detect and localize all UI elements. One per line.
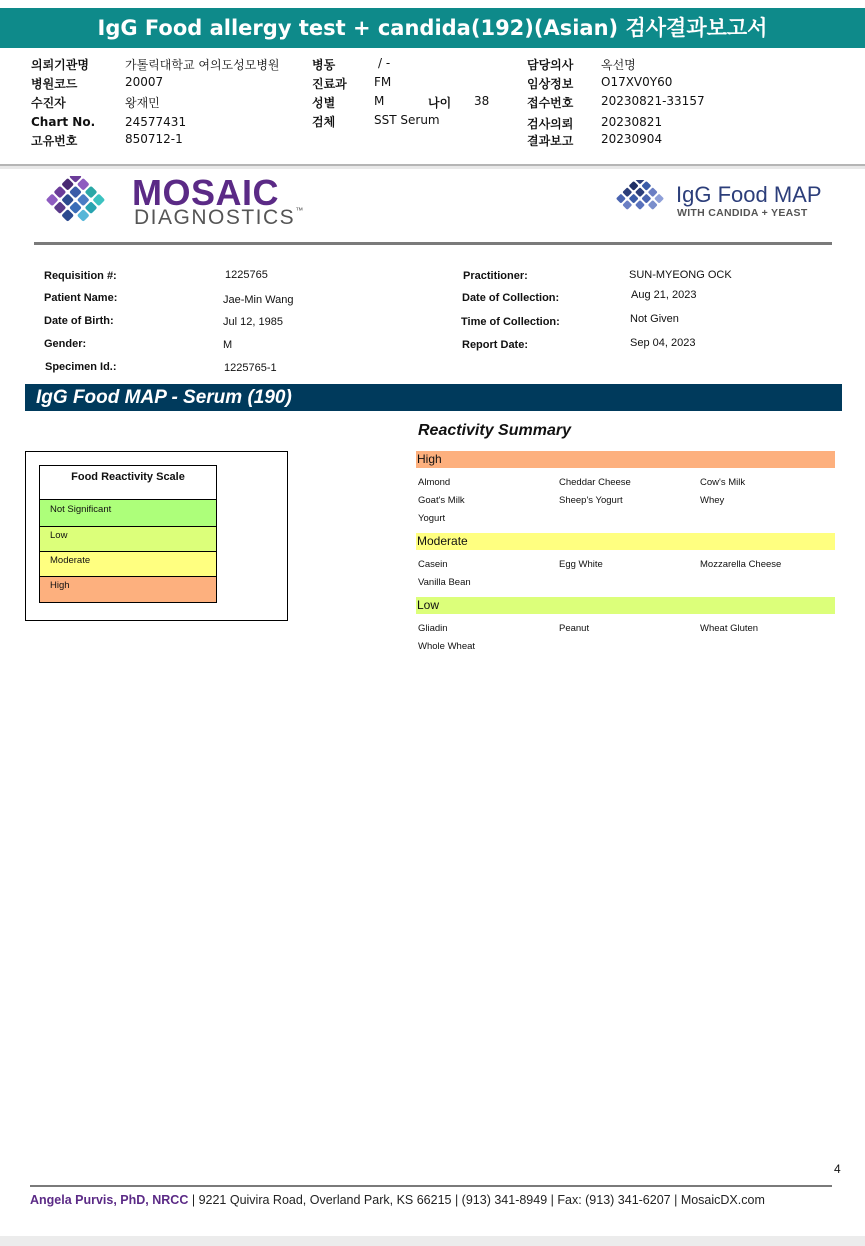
category-low: Low (416, 597, 835, 614)
patient-label: Date of Birth: (44, 315, 114, 327)
summary-title: Reactivity Summary (418, 422, 571, 439)
header-label: 수진자 (31, 96, 66, 110)
header-value: O17XV0Y60 (601, 75, 673, 89)
food-item: Yogurt (418, 513, 446, 524)
product-subtitle: WITH CANDIDA + YEAST (677, 207, 808, 219)
header-value: 24577431 (125, 115, 187, 129)
header-label: 의뢰기관명 (31, 58, 89, 72)
header-value: 20007 (125, 75, 164, 89)
header-label: 고유번호 (31, 134, 78, 148)
footer (30, 1193, 765, 1207)
food-item: Egg White (559, 559, 603, 570)
patient-label: Report Date: (462, 339, 529, 351)
header-value: 20230821 (601, 115, 663, 129)
patient-label: Requisition #: (44, 270, 117, 282)
footer-name: Angela Purvis, PhD, NRCC (30, 1193, 189, 1207)
food-item: Whey (700, 495, 725, 506)
food-item: Cow's Milk (700, 477, 746, 488)
food-item: Casein (418, 559, 448, 570)
food-item: Sheep's Yogurt (559, 495, 623, 506)
mosaic-logo-icon (34, 176, 124, 228)
header-value: M (374, 94, 385, 108)
category-high: High (416, 451, 835, 468)
category-moderate: Moderate (416, 533, 835, 550)
header-value: 850712-1 (125, 132, 183, 146)
patient-value: 1225765-1 (224, 362, 277, 374)
scale-level-not-significant: Not Significant (39, 499, 217, 527)
patient-label: Patient Name: (44, 292, 118, 304)
scale-title: Food Reactivity Scale (39, 465, 217, 500)
patient-value: Jae-Min Wang (223, 294, 294, 306)
patient-value: Aug 21, 2023 (631, 289, 697, 301)
header-label: 검사의뢰 (527, 117, 574, 131)
header-label: 담당의사 (527, 58, 574, 72)
patient-value: 1225765 (225, 269, 268, 281)
header-label: 성별 (312, 96, 336, 110)
brand-subname (134, 206, 305, 230)
food-item: Gliadin (418, 623, 448, 634)
header-value: 38 (474, 94, 490, 108)
food-map-logo-icon (608, 180, 672, 220)
food-item: Goat's Milk (418, 495, 465, 506)
food-item: Whole Wheat (418, 641, 476, 652)
food-item: Wheat Gluten (700, 623, 759, 634)
patient-value: Jul 12, 1985 (223, 316, 283, 328)
header-value: / - (378, 56, 391, 70)
header-label: Chart No. (31, 115, 96, 129)
patient-value: Sep 04, 2023 (630, 337, 696, 349)
patient-value: M (223, 339, 233, 351)
header-label: 나이 (428, 96, 452, 110)
header-label: 진료과 (312, 77, 347, 91)
scale-level-low: Low (39, 526, 217, 552)
page-number: 4 (834, 1162, 841, 1176)
product-title: IgG Food MAP (676, 182, 822, 207)
food-item: Mozzarella Cheese (700, 559, 782, 570)
scale-level-high: High (39, 576, 217, 603)
divider (34, 242, 832, 245)
food-item: Peanut (559, 623, 590, 634)
header-label: 병원코드 (31, 77, 78, 91)
header-value: 왕재민 (125, 96, 160, 110)
divider (30, 1185, 832, 1187)
patient-value: SUN-MYEONG OCK (629, 269, 732, 281)
header-label: 검체 (312, 115, 336, 129)
header-label: 접수번호 (527, 96, 574, 110)
header-label: 결과보고 (527, 134, 574, 148)
patient-label: Practitioner: (463, 270, 528, 282)
patient-label: Gender: (44, 338, 87, 350)
header-value: 옥선명 (601, 58, 636, 72)
report-title: IgG Food allergy test + candida(192)(Asian) 검사결과보고서 (0, 8, 865, 48)
header-value: 20230821-33157 (601, 94, 705, 108)
header-label: 임상정보 (527, 77, 574, 91)
section-title: IgG Food MAP - Serum (190) (25, 384, 842, 411)
trademark: ™ (295, 206, 305, 215)
divider (0, 166, 865, 169)
scale-level-moderate: Moderate (39, 551, 217, 577)
patient-label: Time of Collection: (461, 316, 560, 328)
patient-value: Not Given (630, 313, 679, 325)
header-label: 병동 (312, 58, 336, 72)
header-value: FM (374, 75, 392, 89)
food-item: Vanilla Bean (418, 577, 471, 588)
bottom-bar (0, 1236, 865, 1246)
header-value: 20230904 (601, 132, 663, 146)
food-item: Cheddar Cheese (559, 477, 631, 488)
patient-label: Specimen Id.: (45, 361, 117, 373)
footer-details: | 9221 Quivira Road, Overland Park, KS 66215 | (913) 341-8949 | Fax: (913) 341-6207 | MosaicDX.com (188, 1193, 765, 1207)
food-item: Almond (418, 477, 451, 488)
brand-subname-text: DIAGNOSTICS (134, 206, 296, 229)
header-value: SST Serum (374, 113, 440, 127)
brand-name: MOSAIC (132, 172, 279, 213)
header-value: 가톨릭대학교 여의도성모병원 (125, 58, 280, 72)
patient-label: Date of Collection: (462, 292, 560, 304)
